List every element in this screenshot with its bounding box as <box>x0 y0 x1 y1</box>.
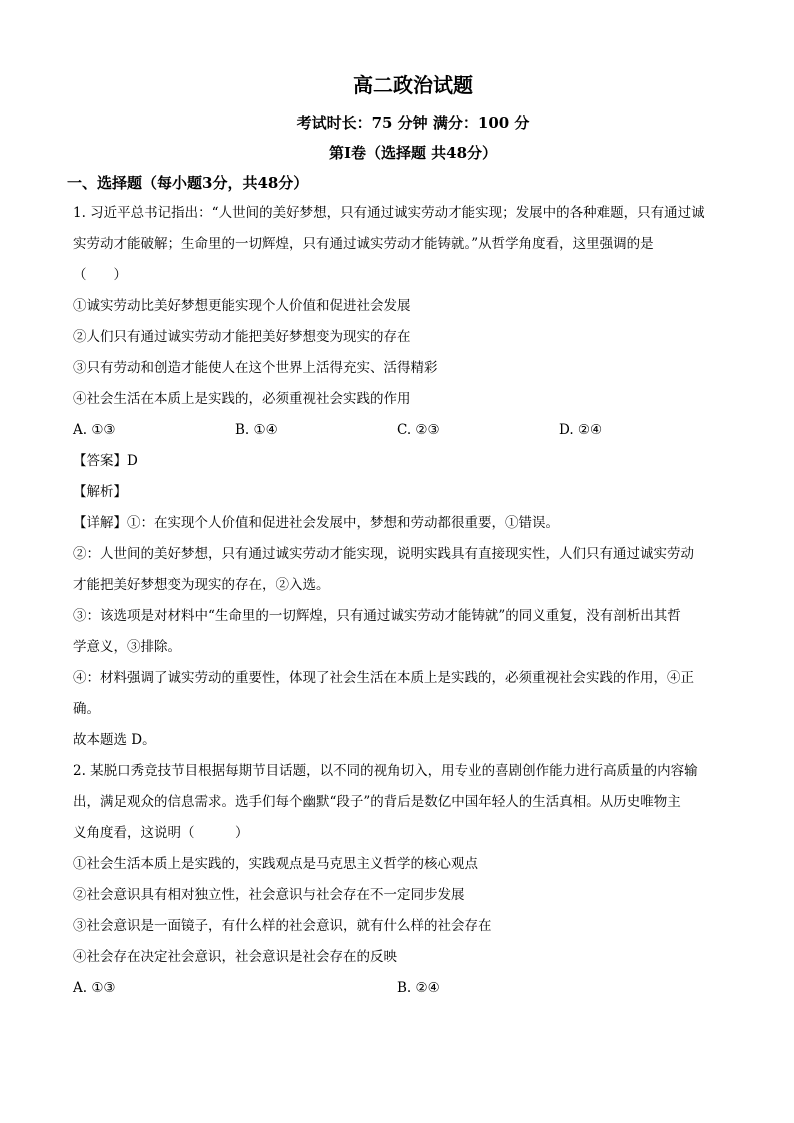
q1-stem-line: 实劳动才能破解；生命里的一切辉煌，只有通过诚实劳动才能铸就。”从哲学角度看，这里强调的是 <box>73 236 654 252</box>
q1-answer <box>73 446 723 477</box>
q2-statement: ④社会存在决定社会意识，社会意识是社会存在的反映 <box>73 949 397 965</box>
q1-option-a: A. ①③ <box>73 422 116 438</box>
q1-options <box>73 415 723 446</box>
q1-detail-line: ③：该选项是对材料中“生命里的一切辉煌，只有通过诚实劳动才能铸就”的同义重复，没有剖析出其哲 <box>73 608 681 624</box>
q1-stem-line: （ ） <box>73 267 127 283</box>
answer-label: 【答案】 <box>73 453 127 469</box>
q1-detail-line: ④：材料强调了诚实劳动的重要性，体现了社会生活在本质上是实践的，必须重视社会实践的作用，④正 <box>73 670 694 686</box>
page-title: 高二政治试题 <box>353 73 473 97</box>
q1-statement: ③只有劳动和创造才能使人在这个世界上活得充实、活得精彩 <box>73 360 438 376</box>
exam-info: 考试时长：75 分钟 满分：100 分 <box>296 114 530 132</box>
q1-option-b: B. ①④ <box>235 422 278 438</box>
q2-statement: ①社会生活本质上是实践的，实践观点是马克思主义哲学的核心观点 <box>73 856 478 872</box>
q1-statement: ①诚实劳动比美好梦想更能实现个人价值和促进社会发展 <box>73 298 411 314</box>
q2-options <box>73 973 723 1004</box>
q1-conclusion: 故本题选 D。 <box>73 732 156 748</box>
q2-statement: ②社会意识具有相对独立性，社会意识与社会存在不一定同步发展 <box>73 887 465 903</box>
q1-stem-line: 1. 习近平总书记指出：“人世间的美好梦想，只有通过诚实劳动才能实现；发展中的各种难题，只有通过诚 <box>73 205 705 221</box>
q1-detail-line: ②：人世间的美好梦想，只有通过诚实劳动才能实现，说明实践具有直接现实性，人们只有通过诚实劳动 <box>73 546 694 562</box>
q2-stem-line: 2. 某脱口秀竞技节目根据每期节目话题，以不同的视角切入，用专业的喜剧创作能力进行高质量的内容输 <box>73 763 698 779</box>
analysis-label: 【解析】 <box>73 484 127 500</box>
q2-stem-line: 出，满足观众的信息需求。选手们每个幽默“段子”的背后是数亿中国年轻人的生活真相。从历史唯物主 <box>73 794 681 810</box>
part-heading: 第Ⅰ卷（选择题 共48分） <box>328 144 498 162</box>
q1-option-d: D. ②④ <box>559 422 603 438</box>
exam-page <box>67 70 723 1004</box>
q2-statement: ③社会意识是一面镜子，有什么样的社会意识，就有什么样的社会存在 <box>73 918 492 934</box>
q1-detail-line: 【详解】①：在实现个人价值和促进社会发展中，梦想和劳动都很重要，①错误。 <box>73 515 559 531</box>
q1-statement: ④社会生活在本质上是实践的，必须重视社会实践的作用 <box>73 391 411 407</box>
q1-option-c: C. ②③ <box>397 422 440 438</box>
q2-option-b: B. ②④ <box>397 980 440 996</box>
question-2 <box>73 756 723 1004</box>
q1-statement: ②人们只有通过诚实劳动才能把美好梦想变为现实的存在 <box>73 329 411 345</box>
section-heading: 一、选择题（每小题3分，共48分） <box>67 174 309 192</box>
q1-detail-line: 学意义，③排除。 <box>73 639 181 655</box>
q2-stem-line: 义角度看，这说明（ ） <box>73 825 249 841</box>
question-1 <box>73 198 723 756</box>
answer-value: D <box>127 453 138 469</box>
q1-detail-line: 确。 <box>73 701 100 717</box>
q2-option-a: A. ①③ <box>73 980 116 996</box>
q1-detail-line: 才能把美好梦想变为现实的存在，②入选。 <box>73 577 330 593</box>
